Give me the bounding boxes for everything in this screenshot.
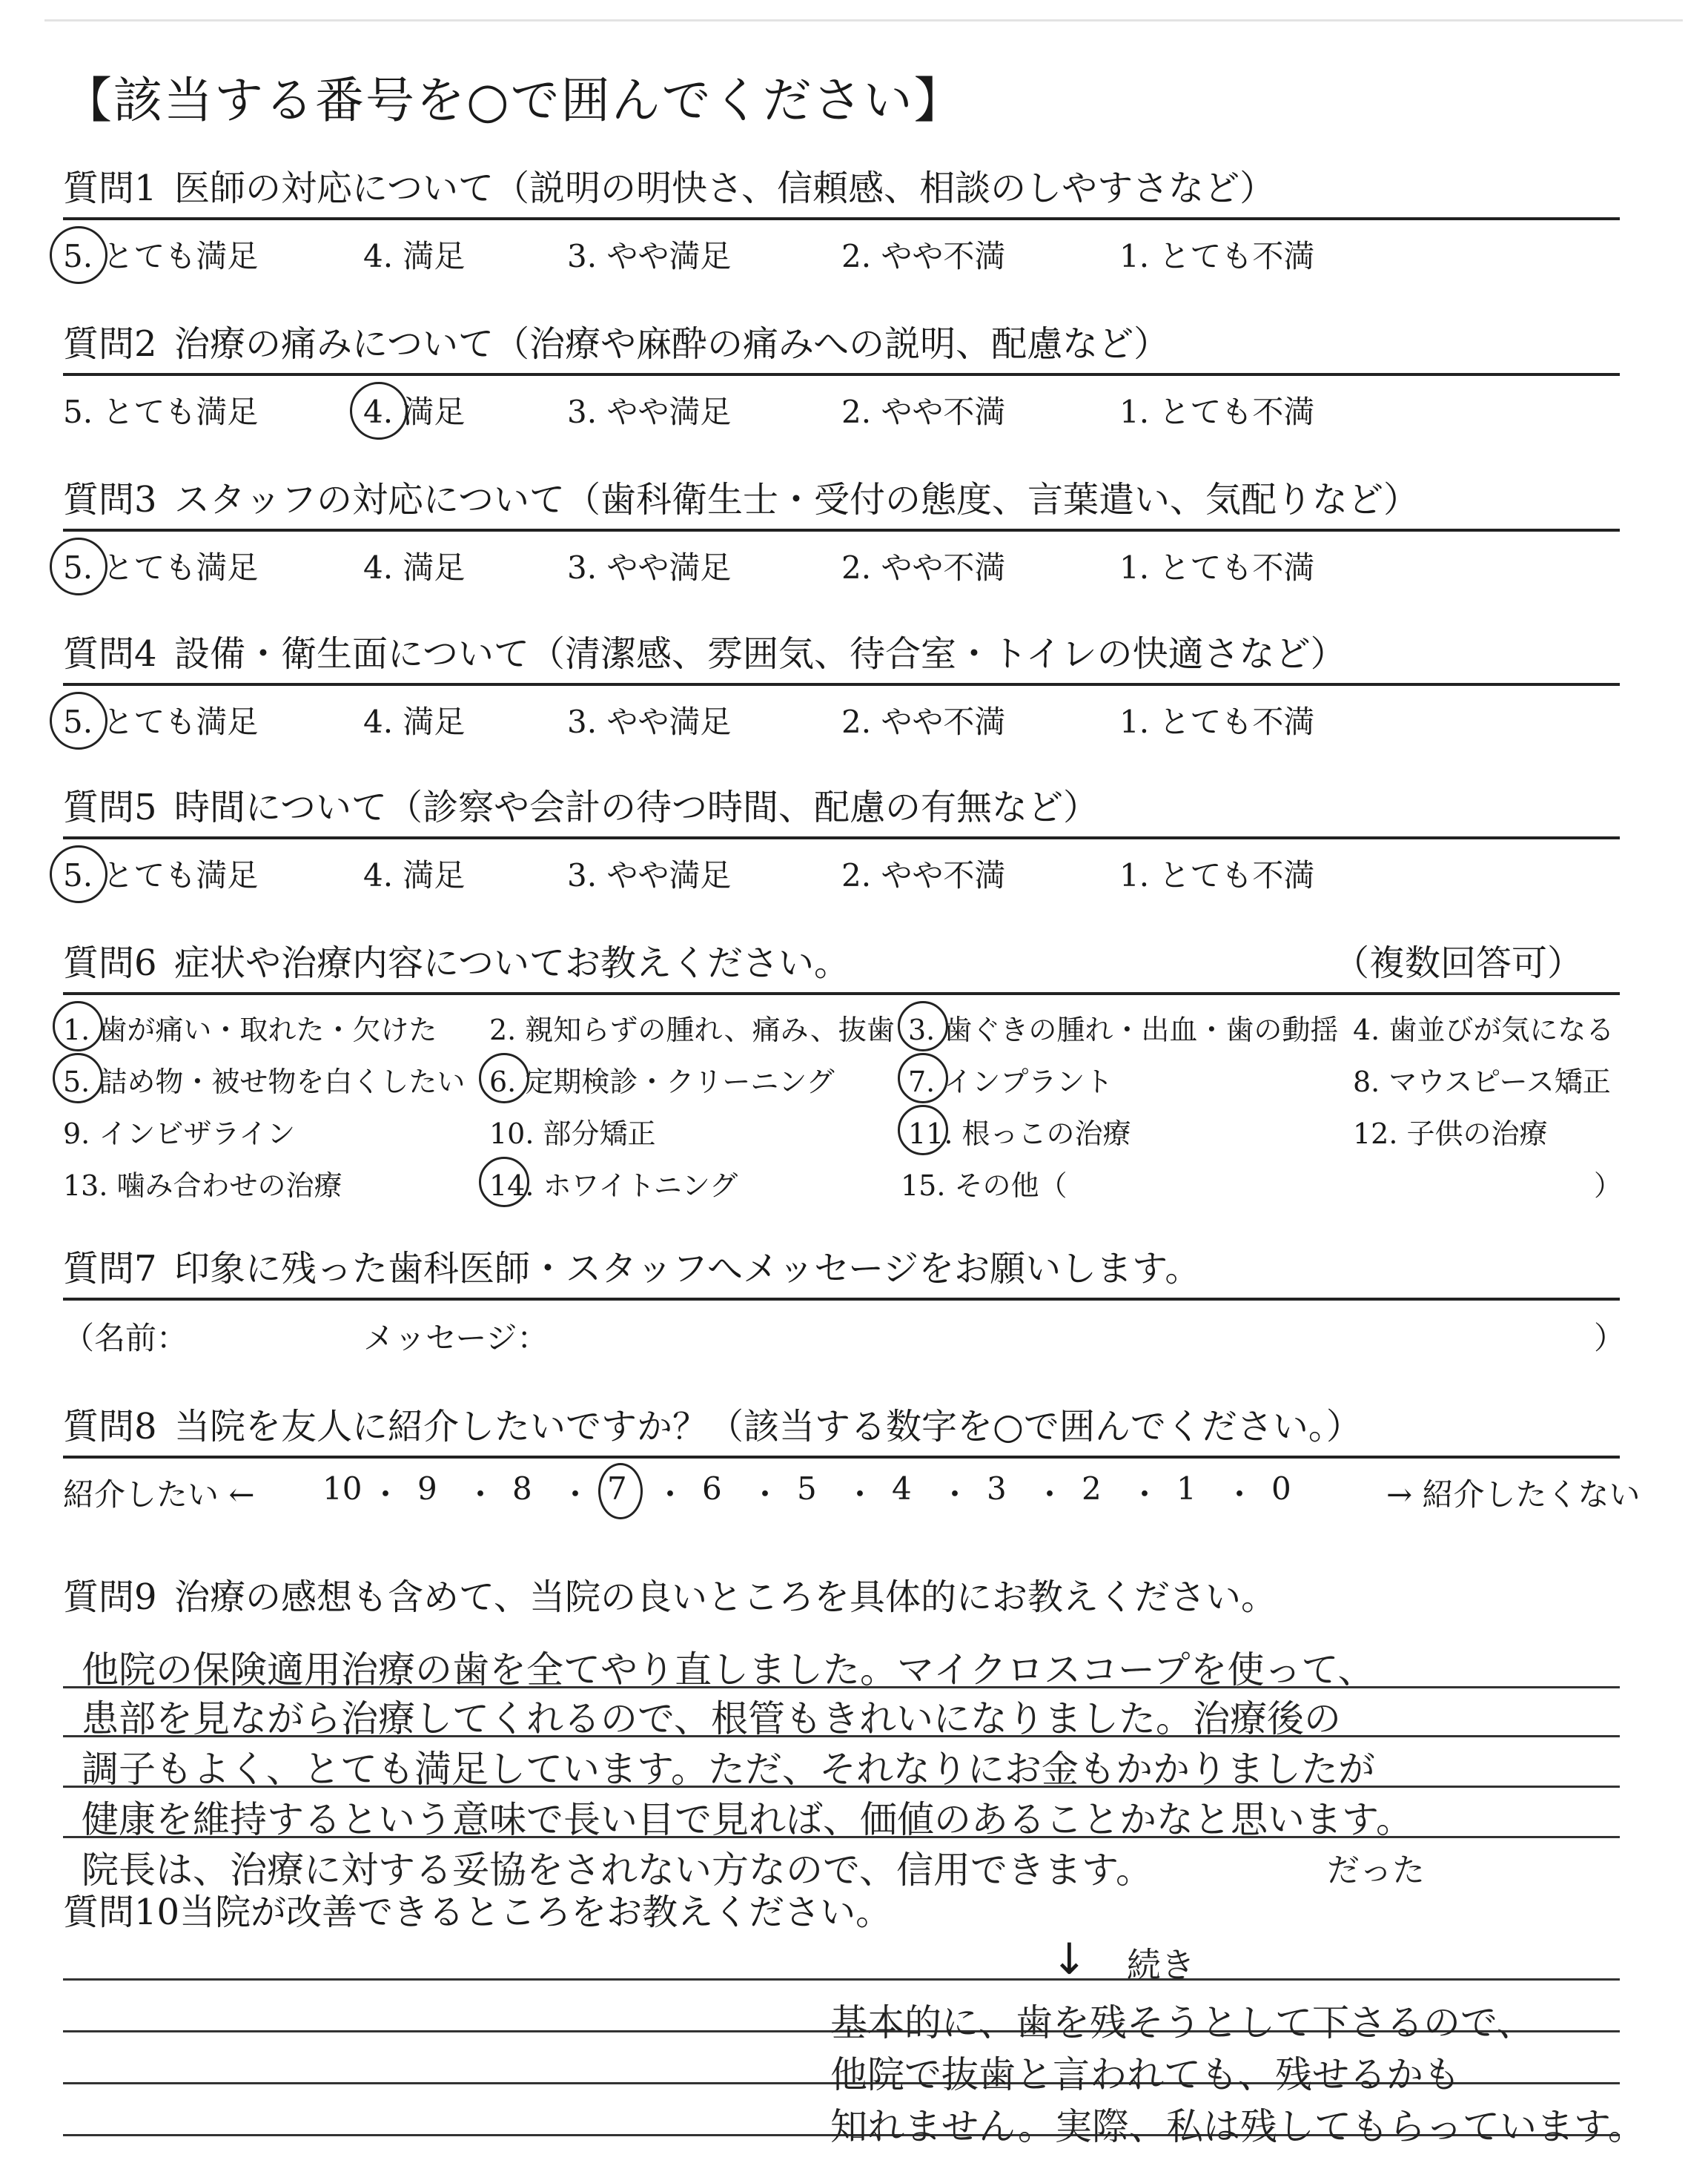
option-label: 6. 定期検診・クリーニング: [489, 1066, 835, 1098]
question-number: 質問3: [63, 479, 157, 521]
question-number: 質問7: [63, 1248, 157, 1289]
option-label: 3. やや満足: [567, 238, 732, 274]
scale-value: 3: [987, 1470, 1007, 1507]
scale-number[interactable]: [322, 1470, 362, 1507]
option-label: 4. 満足: [363, 857, 466, 894]
symptom-option[interactable]: [1353, 1007, 1614, 1048]
option-label: 2. やや不満: [841, 394, 1006, 430]
satisfaction-option[interactable]: [567, 698, 731, 742]
question-title: [63, 1883, 1620, 1941]
option-label: 2. 親知らずの腫れ、痛み、抜歯: [489, 1014, 895, 1046]
selection-circle: [898, 1001, 948, 1051]
selection-circle: [50, 538, 107, 595]
question-number: 質問5: [63, 787, 157, 828]
multiple-answer-note: （複数回答可）: [1333, 942, 1583, 984]
handwritten-line: 健康を維持するという意味で長い目で見れば、価値のあることかなと思います。: [82, 1798, 1413, 1841]
option-label: 10. 部分矯正: [489, 1117, 656, 1150]
question-number: 質問10: [63, 1892, 180, 1933]
scale-dot: ・: [465, 1476, 497, 1513]
scale-value: 8: [512, 1470, 532, 1507]
option-label: 3. やや満足: [567, 704, 732, 740]
question-text: 医師の対応について（説明の明快さ、信頼感、相談のしやすさなど）: [174, 168, 1276, 209]
scale-value: 9: [417, 1470, 437, 1507]
option-label: 15. その他（: [901, 1169, 1068, 1202]
scale-number[interactable]: [512, 1470, 532, 1507]
option-label: 5. とても満足: [63, 857, 259, 894]
symptom-option[interactable]: [489, 1059, 835, 1100]
scale-value: 6: [702, 1470, 722, 1507]
symptom-option[interactable]: [908, 1111, 1131, 1152]
question-title: [63, 315, 1620, 373]
selection-circle: [50, 845, 107, 903]
symptom-option[interactable]: [489, 1111, 656, 1152]
question-text: 時間について（診察や会計の待つ時間、配慮の有無など）: [174, 787, 1099, 828]
handwritten-insertion: だった: [1327, 1852, 1425, 1889]
selection-circle: [479, 1053, 529, 1103]
question-8: [63, 1398, 1641, 1518]
scale-number[interactable]: [1271, 1470, 1291, 1507]
satisfaction-option[interactable]: [841, 698, 1005, 742]
scale-dot: ・: [1224, 1476, 1256, 1513]
question-number: 質問1: [63, 168, 157, 209]
question-1: [63, 159, 1620, 280]
selection-circle: [598, 1463, 643, 1519]
option-label: 4. 満足: [363, 549, 466, 586]
recommend-scale: [63, 1459, 1641, 1518]
satisfaction-option[interactable]: [63, 388, 258, 432]
scale-dot: ・: [1129, 1476, 1161, 1513]
top-border: [44, 19, 1683, 22]
option-label: 5. とても満足: [63, 238, 259, 274]
question-4: [63, 625, 1620, 745]
option-label: 1. とても不満: [1119, 704, 1315, 740]
symptom-option[interactable]: [908, 1007, 1338, 1048]
satisfaction-option[interactable]: [363, 232, 465, 277]
question-text: 治療の感想も含めて、当院の良いところを具体的にお教えください。: [174, 1576, 1277, 1618]
symptom-option[interactable]: [1353, 1059, 1611, 1100]
symptom-option[interactable]: [489, 1163, 738, 1203]
question-text: 症状や治療内容についてお教えください。: [174, 942, 850, 984]
handwritten-line: 他院で抜歯と言われても、残せるかも: [830, 2053, 1460, 2096]
scale-number[interactable]: [1082, 1470, 1102, 1507]
continued-note: 続き: [1127, 1945, 1195, 1985]
scale-value: 10: [322, 1470, 363, 1507]
option-label: 1. とても不満: [1119, 549, 1315, 586]
question-title: [63, 1568, 1620, 1626]
scale-number[interactable]: [702, 1470, 722, 1507]
question-number: 質問6: [63, 942, 157, 984]
handwritten-line: 基本的に、歯を残そうとして下さるので、: [830, 2001, 1534, 2044]
question-text: 設備・衛生面について（清潔感、雰囲気、待合室・トイレの快適さなど）: [174, 633, 1346, 675]
satisfaction-option[interactable]: [841, 232, 1005, 277]
scale-value: 2: [1082, 1470, 1102, 1507]
question-text: 印象に残った歯科医師・スタッフへメッセージをお願いします。: [174, 1248, 1201, 1289]
scale-left-label: 紹介したい ←: [63, 1476, 255, 1513]
scale-dot: ・: [749, 1476, 781, 1513]
question-title: [63, 625, 1620, 683]
option-label: 2. やや不満: [841, 704, 1006, 740]
satisfaction-option[interactable]: [1119, 232, 1314, 277]
satisfaction-options: [63, 839, 1620, 899]
question-number: 質問9: [63, 1576, 157, 1618]
satisfaction-option[interactable]: [567, 544, 731, 588]
scale-value: 0: [1271, 1470, 1291, 1507]
option-label: 3. やや満足: [567, 394, 732, 430]
question-2: [63, 315, 1620, 435]
symptom-option[interactable]: [901, 1163, 1068, 1203]
selection-circle: [53, 1001, 103, 1051]
satisfaction-option[interactable]: [363, 544, 465, 588]
handwritten-line: 院長は、治療に対する妥協をされない方なので、信用できます。: [82, 1849, 1153, 1892]
scale-value: 5: [797, 1470, 817, 1507]
satisfaction-options: [63, 376, 1620, 435]
option-label: 3. 歯ぐきの腫れ・出血・歯の動揺: [908, 1014, 1339, 1046]
question-number: 質問8: [63, 1406, 157, 1447]
scale-value: 7: [607, 1470, 627, 1507]
question-6: [63, 934, 1623, 1210]
scale-number[interactable]: [987, 1470, 1007, 1507]
scale-number[interactable]: [1176, 1470, 1196, 1507]
question-7: [63, 1240, 1626, 1360]
satisfaction-option[interactable]: [63, 232, 258, 277]
handwritten-line: 患部を見ながら治療してくれるので、根管もきれいになりました。治療後の: [82, 1697, 1341, 1740]
option-label: 4. 満足: [363, 238, 466, 274]
close-paren: ）: [1594, 1320, 1626, 1356]
option-label: 4. 歯並びが気になる: [1353, 1014, 1615, 1046]
question-title: [63, 471, 1620, 529]
option-label: ）: [1594, 1169, 1623, 1202]
question-number: 質問2: [63, 323, 157, 365]
scale-value: 4: [892, 1470, 912, 1507]
question-3: [63, 471, 1620, 591]
symptom-option[interactable]: [63, 1163, 342, 1203]
satisfaction-option[interactable]: [1119, 388, 1314, 432]
satisfaction-options: [63, 220, 1620, 280]
option-label: 5. 詰め物・被せ物を白くしたい: [63, 1066, 466, 1098]
option-label: 11. 根っこの治療: [908, 1117, 1131, 1150]
scale-dot: ・: [370, 1476, 402, 1513]
symptom-option[interactable]: [908, 1059, 1113, 1100]
option-label: 2. やや不満: [841, 549, 1006, 586]
name-label: （名前：: [63, 1320, 188, 1356]
other-close-paren: [1594, 1163, 1622, 1203]
scale-number[interactable]: [607, 1470, 627, 1507]
scale-dot: ・: [655, 1476, 686, 1513]
option-label: 1. 歯が痛い・取れた・欠けた: [63, 1014, 437, 1046]
handwritten-line: 他院の保険適用治療の歯を全てやり直しました。マイクロスコープを使って、: [82, 1648, 1375, 1691]
question-number: 質問4: [63, 633, 157, 675]
satisfaction-option[interactable]: [363, 851, 465, 896]
symptom-option[interactable]: [63, 1059, 465, 1100]
satisfaction-option[interactable]: [63, 851, 258, 896]
satisfaction-option[interactable]: [841, 544, 1005, 588]
option-label: 1. とても不満: [1119, 857, 1315, 894]
satisfaction-option[interactable]: [63, 544, 258, 588]
satisfaction-option[interactable]: [567, 388, 731, 432]
option-label: 1. とても不満: [1119, 238, 1315, 274]
message-label: メッセージ：: [363, 1320, 549, 1356]
scale-number[interactable]: [417, 1470, 437, 1507]
question-title: [63, 1240, 1620, 1298]
option-label: 13. 噛み合わせの治療: [63, 1169, 342, 1202]
satisfaction-option[interactable]: [63, 698, 258, 742]
option-label: 7. インプラント: [908, 1066, 1113, 1098]
page-header: 【該当する番号を○で囲んでください】: [63, 72, 964, 129]
option-label: 2. やや不満: [841, 857, 1006, 894]
satisfaction-option[interactable]: [1119, 851, 1314, 896]
question-5: [63, 779, 1620, 899]
option-label: 5. とても満足: [63, 704, 259, 740]
option-label: 14. ホワイトニング: [489, 1169, 738, 1202]
question-text: 治療の痛みについて（治療や麻酔の痛みへの説明、配慮など）: [174, 323, 1170, 365]
scale-dot: ・: [939, 1476, 971, 1513]
scale-number[interactable]: [892, 1470, 912, 1507]
selection-circle: [350, 382, 408, 440]
satisfaction-options: [63, 532, 1620, 591]
scale-value: 1: [1176, 1470, 1196, 1507]
question-title: [63, 779, 1620, 836]
question-title: [63, 1398, 1620, 1456]
option-label: 9. インビザライン: [63, 1117, 296, 1150]
question-text: 当院を友人に紹介したいですか？（該当する数字を○で囲んでください。）: [174, 1406, 1362, 1447]
option-label: 2. やや不満: [841, 238, 1006, 274]
option-label: 4. 満足: [363, 704, 466, 740]
scale-number[interactable]: [797, 1470, 817, 1507]
scale-dot: ・: [1034, 1476, 1066, 1513]
option-label: 5. とても満足: [63, 549, 259, 586]
option-label: 8. マウスピース矯正: [1353, 1066, 1611, 1098]
satisfaction-option[interactable]: [841, 388, 1005, 432]
symptom-options: [63, 995, 1623, 1210]
question-title: [63, 159, 1620, 217]
satisfaction-option[interactable]: [567, 851, 731, 896]
selection-circle: [53, 1053, 103, 1103]
symptom-option[interactable]: [489, 1007, 895, 1048]
question-9: [63, 1568, 1620, 1626]
satisfaction-option[interactable]: [567, 232, 731, 277]
selection-circle: [898, 1105, 948, 1155]
symptom-option[interactable]: [1353, 1111, 1548, 1152]
down-arrow-icon: ↓: [1051, 1934, 1088, 1984]
satisfaction-option[interactable]: [841, 851, 1005, 896]
option-label: 1. とても不満: [1119, 394, 1315, 430]
satisfaction-option[interactable]: [1119, 544, 1314, 588]
scale-dot: ・: [844, 1476, 876, 1513]
option-label: 5. とても満足: [63, 394, 259, 430]
selection-circle: [50, 692, 107, 750]
selection-circle: [50, 226, 107, 284]
option-label: 3. やや満足: [567, 857, 732, 894]
option-label: 4. 満足: [363, 394, 466, 430]
question-title: [63, 934, 1620, 992]
symptom-option[interactable]: [63, 1111, 295, 1152]
symptom-option[interactable]: [63, 1007, 437, 1048]
question-text: スタッフの対応について（歯科衛生士・受付の態度、言葉遣い、気配りなど）: [174, 479, 1420, 521]
handwritten-line: 知れません。実際、私は残してもらっています。: [830, 2105, 1645, 2148]
satisfaction-option[interactable]: [363, 698, 465, 742]
selection-circle: [479, 1157, 529, 1207]
satisfaction-option[interactable]: [1119, 698, 1314, 742]
satisfaction-option[interactable]: [363, 388, 465, 432]
selection-circle: [898, 1053, 948, 1103]
writing-line: [63, 1978, 1620, 1981]
question-10: [63, 1883, 1620, 1941]
option-label: 3. やや満足: [567, 549, 732, 586]
message-row: [63, 1301, 1626, 1360]
handwritten-line: 調子もよく、とても満足しています。ただ、それなりにお金もかかりましたが: [82, 1748, 1375, 1791]
scale-dot: ・: [560, 1476, 592, 1513]
satisfaction-options: [63, 686, 1620, 745]
option-label: 12. 子供の治療: [1353, 1117, 1548, 1150]
question-text: 当院が改善できるところをお教えください。: [179, 1892, 892, 1933]
scale-right-label: → 紹介したくない: [1386, 1476, 1641, 1513]
